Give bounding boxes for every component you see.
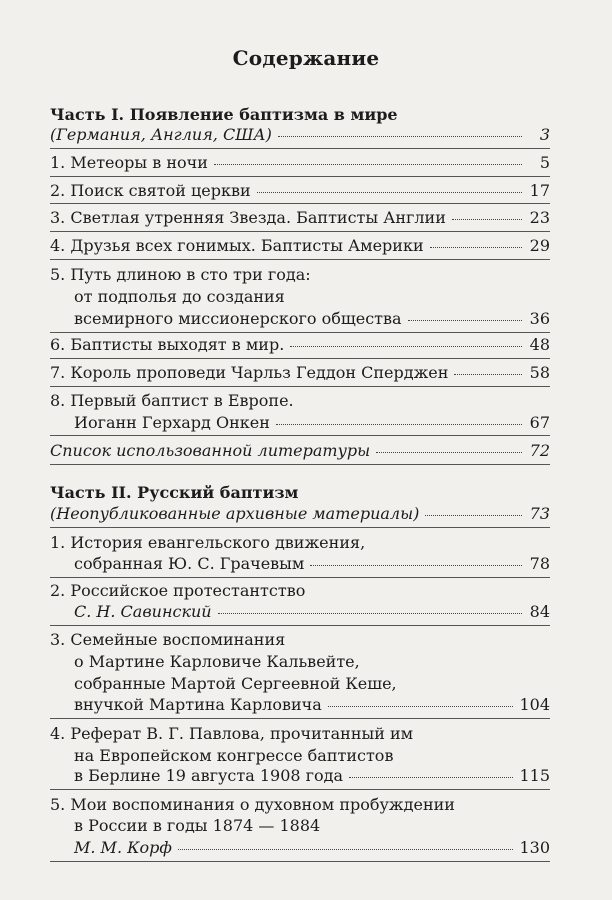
- entry-title: 2. Российское протестантство: [50, 581, 306, 600]
- toc-entry: [50, 152, 550, 174]
- divider: [50, 259, 550, 260]
- entry-title: 6. Баптисты выходят в мир.: [50, 335, 285, 354]
- page-number: 36: [529, 309, 550, 328]
- entry-title: 8. Первый баптист в Европе.: [50, 391, 294, 410]
- divider: [50, 148, 550, 149]
- page-number: 84: [529, 602, 550, 621]
- divider: [50, 718, 550, 719]
- entry-title-cont: внучкой Мартина Карловича: [74, 695, 322, 714]
- divider: [50, 527, 550, 528]
- part2-subtitle-row: [50, 503, 550, 525]
- toc-entry: [50, 601, 550, 623]
- part1-subtitle: (Германия, Англия, США): [50, 125, 272, 144]
- entry-title-cont: собранная Ю. С. Грачевым: [74, 554, 305, 573]
- part2-subtitle: (Неопубликованные архивные материалы): [50, 504, 420, 523]
- entry-author: С. Н. Савинский: [74, 602, 212, 621]
- entry-title-cont: на Европейском конгрессе баптистов: [74, 746, 394, 765]
- toc-entry: [50, 180, 550, 202]
- entry-title: 4. Реферат В. Г. Павлова, прочитанный им: [50, 724, 414, 743]
- divider: [50, 464, 550, 465]
- toc-entry: [50, 235, 550, 257]
- toc-entry: [50, 334, 550, 356]
- entry-title-cont: в России в годы 1874 — 1884: [74, 816, 321, 835]
- page-number: 48: [529, 335, 550, 354]
- entry-title: 3. Семейные воспоминания: [50, 630, 286, 649]
- page-number: 130: [519, 838, 550, 857]
- divider: [50, 203, 550, 204]
- entry-title: 2. Поиск святой церкви: [50, 181, 251, 200]
- entry-title-cont: Иоганн Герхард Онкен: [74, 413, 270, 432]
- divider: [50, 358, 550, 359]
- toc-entry: [50, 362, 550, 384]
- page-number: 17: [529, 181, 550, 200]
- toc-entry: [50, 412, 550, 434]
- bibliography-title: Список использованной литературы: [50, 441, 371, 460]
- page-number: 73: [529, 504, 550, 523]
- divider: [50, 625, 550, 626]
- part1-subtitle-row: [50, 124, 550, 146]
- entry-title-cont: собранные Мартой Сергеевной Кеше,: [74, 674, 397, 693]
- page-number: 29: [529, 236, 550, 255]
- toc-entry: [50, 207, 550, 229]
- entry-title: 5. Мои воспоминания о духовном пробуждении: [50, 795, 455, 814]
- page-number: 5: [539, 153, 550, 172]
- divider: [50, 861, 550, 862]
- divider: [50, 386, 550, 387]
- page-number: 72: [529, 441, 550, 460]
- page-number: 78: [529, 554, 550, 573]
- toc-entry: [50, 837, 550, 859]
- entry-author: М. М. Корф: [74, 838, 172, 857]
- entry-title-cont: о Мартине Карловиче Кальвейте,: [74, 652, 360, 671]
- entry-title: 1. Метеоры в ночи: [50, 153, 208, 172]
- page-number: 58: [529, 363, 550, 382]
- entry-title-cont: всемирного миссионерского общества: [74, 309, 402, 328]
- entry-title-cont: в Берлине 19 августа 1908 года: [74, 766, 344, 785]
- entry-title: 1. История евангельского движения,: [50, 533, 366, 552]
- page-number: 104: [519, 695, 550, 714]
- divider: [50, 789, 550, 790]
- entry-title: 7. Король проповеди Чарльз Геддон Сперджен: [50, 363, 449, 382]
- divider: [50, 231, 550, 232]
- divider: [50, 332, 550, 333]
- part1-heading: Часть I. Появление баптизма в мире: [50, 105, 398, 124]
- entry-title: 5. Путь длиною в сто три года:: [50, 265, 311, 284]
- divider: [50, 435, 550, 436]
- page-number: 115: [519, 766, 550, 785]
- entry-title-cont: от подполья до создания: [74, 287, 285, 306]
- page-number: 67: [529, 413, 550, 432]
- toc-entry: [50, 308, 550, 330]
- divider: [50, 577, 550, 578]
- entry-title: 4. Друзья всех гонимых. Баптисты Америки: [50, 236, 424, 255]
- divider: [50, 176, 550, 177]
- toc-entry: [50, 765, 550, 787]
- entry-title: 3. Светлая утренняя Звезда. Баптисты Англии: [50, 208, 446, 227]
- part2-heading: Часть II. Русский баптизм: [50, 483, 299, 502]
- page-number: 3: [539, 125, 550, 144]
- toc-entry: [50, 440, 550, 462]
- toc-entry: [50, 694, 550, 716]
- toc-entry: [50, 553, 550, 575]
- page-title: Содержание: [232, 46, 380, 70]
- page-number: 23: [529, 208, 550, 227]
